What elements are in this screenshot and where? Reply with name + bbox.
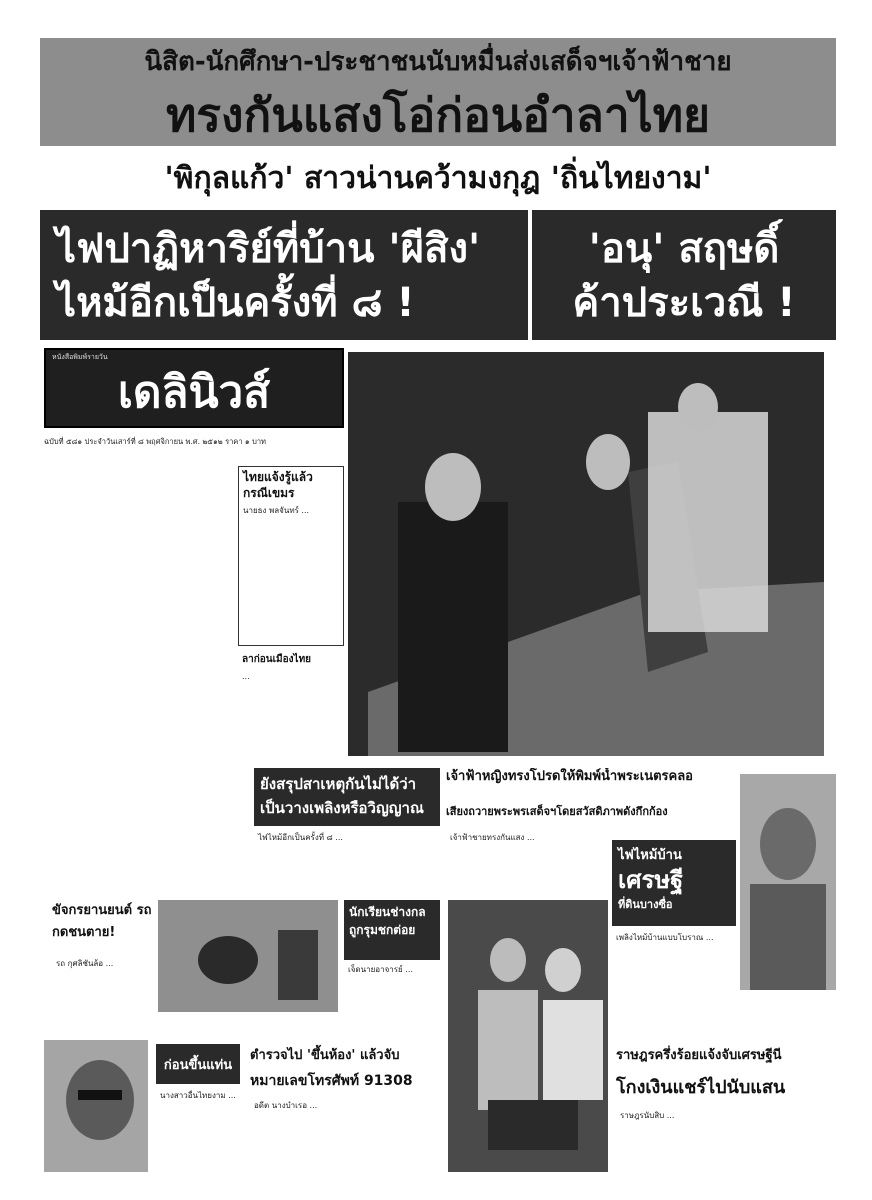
story-cambodia-title: ไทยแจ้งรู้แล้ว กรณีเขมร bbox=[243, 470, 313, 500]
photo-woman bbox=[740, 774, 836, 990]
masthead-title: เดลินิวส์ bbox=[117, 367, 271, 418]
story-farewell bbox=[238, 650, 344, 756]
banner-kicker: นิสิต-นักศึกษา-ประชาชนนับหมื่นส่งเสด็จฯเจ้าฟ้าชาย bbox=[40, 38, 836, 84]
column-text: นางสาวอื่นไทยงาม ... bbox=[160, 1091, 236, 1100]
story-cause-title: ยังสรุปสาเหตุกันไม่ได้ว่าเป็นวางเพลิงหรือวิญญาณ bbox=[254, 768, 440, 826]
headline-prostitution-line1: 'อนุ' สฤษดิ์ bbox=[588, 226, 780, 272]
masthead-dateline: ฉบับที่ ๕๘๑ ประจำวันเสาร์ที่ ๘ พฤศจิกายน พ.ศ. ๒๕๑๒ ราคา ๑ บาท bbox=[44, 437, 266, 446]
story-fire-text: เพลิงไหม้บ้านแบบโบราณ ... bbox=[616, 933, 714, 942]
story-police-text: อดีต นางบำเรอ ... bbox=[254, 1101, 318, 1110]
story-fire-title-3: ที่ดินบางซื่อ bbox=[618, 898, 673, 911]
story-farewell-title: ลาก่อนเมืองไทย bbox=[242, 654, 312, 665]
main-headline: ทรงกันแสงโอ่ก่อนอำลาไทย bbox=[40, 84, 836, 146]
story-swindle-title: ราษฎรครึ่งร้อยแจ้งจับเศรษฐีนี bbox=[616, 1048, 782, 1063]
headline-ghost-fire-line2: ไหม้อีกเป็นครั้งที่ ๘ ! bbox=[56, 280, 415, 326]
headline-ghost-fire bbox=[40, 210, 528, 340]
story-student-text: เจ็ดนายอาจารย์ ... bbox=[348, 965, 413, 974]
story-princess-title: เจ้าฟ้าหญิงทรงโปรดให้พิมพ์น้ำพระเนตรคลอ bbox=[446, 769, 693, 784]
headline-ghost-fire-line1: ไฟปาฏิหาริย์ที่บ้าน 'ผีสิง' bbox=[56, 226, 481, 272]
story-princess-text: เจ้าฟ้าชายทรงกันแสง ... bbox=[450, 833, 535, 842]
story-farewell-text: ... bbox=[242, 672, 250, 681]
story-cause-text: ไฟไหม้อีกเป็นครั้งที่ ๘ ... bbox=[258, 833, 343, 842]
column-title: ก่อนขึ้นแท่น bbox=[156, 1044, 240, 1084]
story-fire-title-2: เศรษฐี bbox=[618, 866, 684, 894]
story-swindle-subtitle: โกงเงินแชร์ไปนับแสน bbox=[616, 1077, 786, 1098]
hero-photo-prince-departure bbox=[348, 352, 824, 756]
story-princess-subtitle: เสียงถวายพระพรเสด็จฯโดยสวัสดิภาพดังกึกก้อง bbox=[446, 805, 668, 818]
story-fire-title-1: ไฟไหม้บ้าน bbox=[618, 848, 682, 863]
story-police-subtitle: หมายเลขโทรศัพท์ 91308 bbox=[250, 1073, 413, 1089]
story-swindle-text: ราษฎรนับสิบ ... bbox=[620, 1111, 675, 1120]
story-cambodia-text: นายธง พลจันทร์ ... bbox=[243, 506, 310, 515]
masthead-tagline: หนังสือพิมพ์รายวัน bbox=[52, 353, 108, 361]
story-fire-title bbox=[612, 840, 736, 926]
headline-prostitution-line2: ค้าประเวณี ! bbox=[572, 280, 796, 326]
masthead-logo bbox=[44, 348, 344, 428]
story-student-title: นักเรียนช่างกล ถูกรุมชกต่อย bbox=[344, 900, 440, 960]
story-cambodia bbox=[238, 466, 344, 646]
story-car-text: รถ กุศลิชันล้อ ... bbox=[56, 959, 114, 968]
photo-crouching-man bbox=[158, 900, 338, 1012]
photo-men-examining bbox=[448, 900, 608, 1172]
story-car-title: ขัจกรยานยนต์ รถกดชนตาย! bbox=[52, 903, 152, 940]
photo-bald-man bbox=[44, 1040, 148, 1172]
story-police-title: ตำรวจไป 'ขึ้นห้อง' แล้วจับ bbox=[250, 1048, 400, 1063]
subheadline: 'พิกุลแก้ว' สาวน่านคว้ามงกุฎ 'ถิ่นไทยงาม' bbox=[164, 160, 712, 196]
headline-prostitution bbox=[532, 210, 836, 340]
